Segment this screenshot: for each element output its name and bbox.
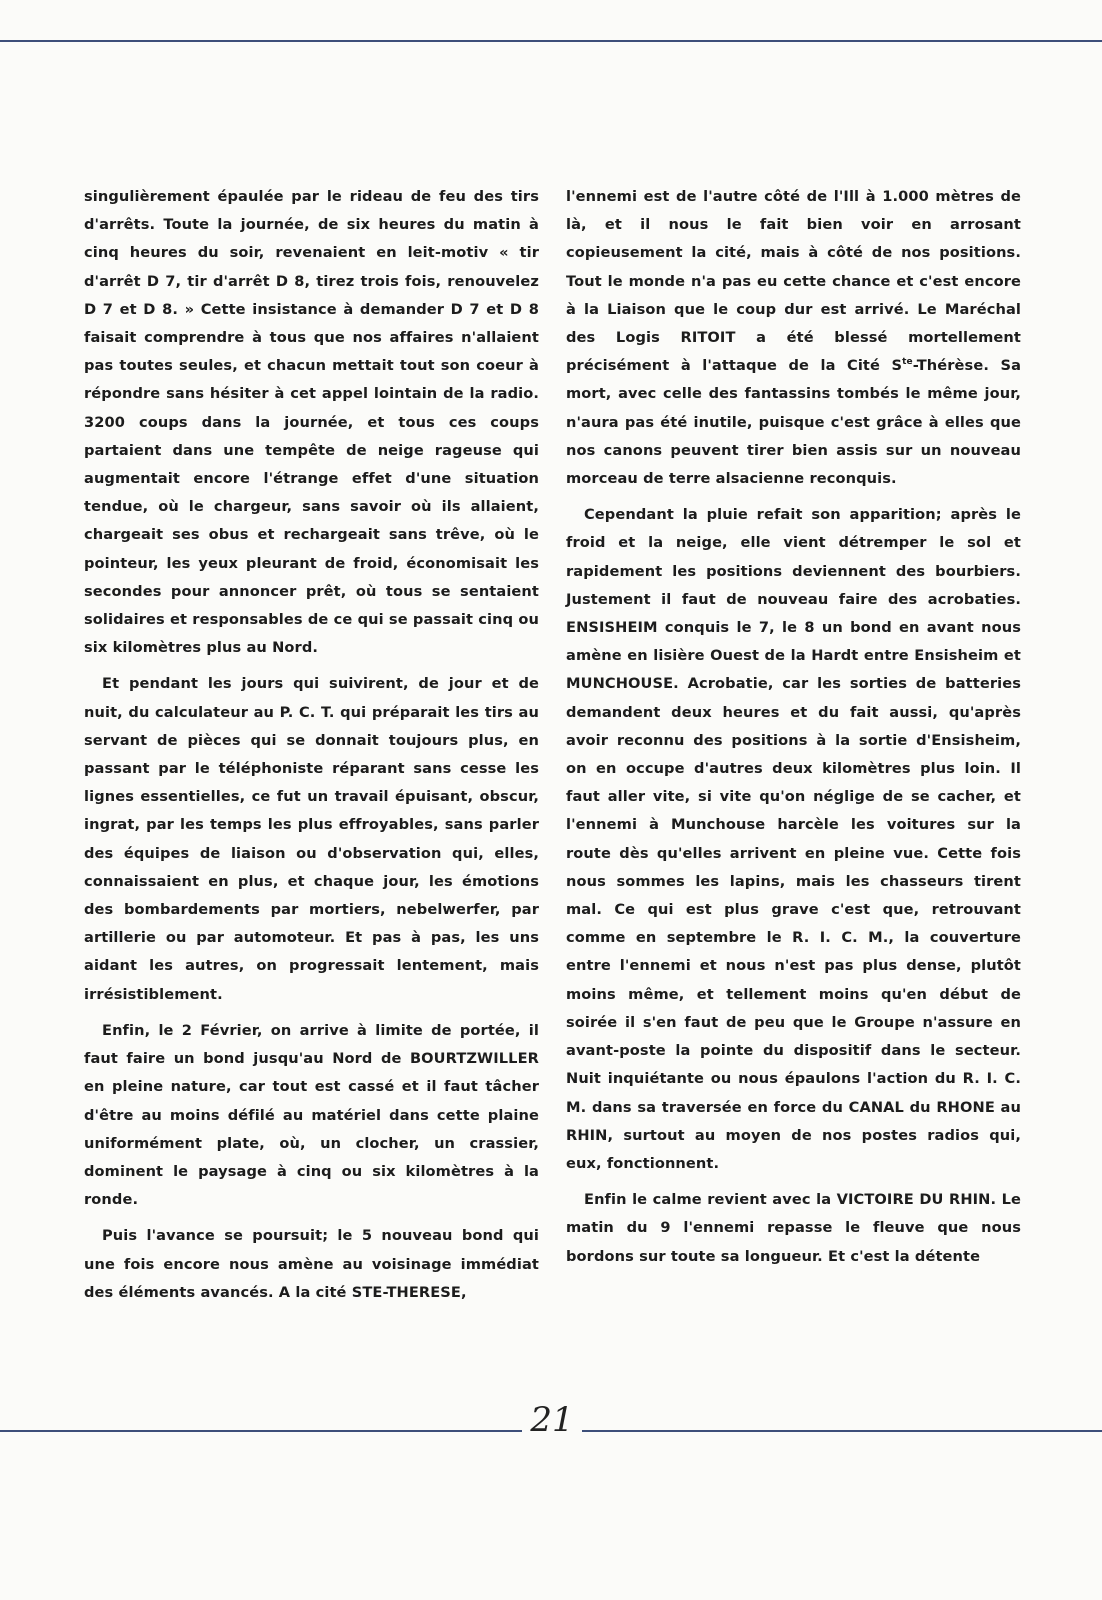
paragraph-7: Enfin le calme revient avec la VICTOIRE DU RHIN. Le matin du 9 l'ennemi repasse le fleuve que nous bordons sur toute sa longueur. Et c'est la détente — [566, 1191, 1021, 1265]
paragraph-5-part-1: l'ennemi est de l'autre côté de l'Ill à 1.000 mètres de là, et il nous le fait bien voir en arrosant copieusement la cité, mais à côté de nos positions. Tout le monde n'a pas eu cette chance et c'est encore à la Liaison que le coup dur est arrivé. Le Maréchal des Logis RITOIT a été blessé mortellement précisément à l'attaque de la Cité S — [566, 188, 1021, 375]
page-number: 21 — [530, 1400, 574, 1440]
paragraph-5-part-2: -Thérèse. Sa mort, avec celle des fantassins tombés le même jour, n'aura pas été inutile, puisque c'est grâce à elles que nos canons peuvent tirer bien assis sur un nouveau morceau de terre alsacienne reconquis. — [566, 357, 1022, 488]
paragraph-3: Enfin, le 2 Février, on arrive à limite de portée, il faut faire un bond jusqu'au Nord de BOURTZWILLER en pleine nature, car tout est cassé et il faut tâcher d'être au moins défilé au matériel dans cette plaine uniformément plate, où, un clocher, un crassier, dominent le paysage à cinq ou six kilomètres à la ronde. — [84, 1021, 539, 1209]
paragraph-2: Et pendant les jours qui suivirent, de jour et de nuit, du calculateur au P. C. T. qui préparait les tirs au servant de pièces qui se donnait toujours plus, en passant par le téléphoniste réparant sans cesse les lignes essentielles, ce fut un travail épuisant, obscur, ingrat, par les temps les plus effroyables, sans parler des équipes de liaison ou d'observation qui, elles, connaissaient en plus, et chaque jour, les émotions des bombardements par mortiers, nebelwerfer, par artillerie ou par automoteur. Et pas à pas, les uns aidant les autres, on progressait lentement, mais irrésistiblement. — [84, 675, 539, 1003]
bottom-rule-right — [582, 1430, 1102, 1432]
superscript-te: te — [902, 357, 913, 368]
paragraph-6: Cependant la pluie refait son apparition; après le froid et la neige, elle vient détremper le sol et rapidement les positions deviennent des bourbiers. Justement il faut de nouveau faire des acrobaties. ENSISHEIM conquis le 7, le 8 un bond en avant nous amène en lisière Ouest de la Hardt entre Ensisheim et MUNCHOUSE. Acrobatie, car les sorties de batteries demandent deux heures et du fait aussi, qu'après avoir reconnu des positions à la sortie d'Ensisheim, on en occupe d'autres deux kilomètres plus loin. Il faut aller vite, si vite qu'on néglige de se cacher, et l'ennemi à Munchouse harcèle les voitures sur la route dès qu'elles arrivent en pleine vue. Cette fois nous sommes les lapins, mais les chasseurs tirent mal. Ce qui est plus grave c'est que, retrouvant comme en septembre le R. I. C. M., la couverture entre l'ennemi et nous n'est pas plus dense, plutôt moins même, et tellement moins qu'en début de soirée il s'en faut de peu que le Groupe n'assure en avant-poste la pointe du dispositif dans le secteur. Nuit inquiétante ou nous épaulons l'action du R. I. C. M. dans sa traversée en force du CANAL du RHONE au RHIN, surtout au moyen de nos postes radios qui, eux, fonctionnent. — [566, 506, 1021, 1172]
bottom-rule-left — [0, 1430, 522, 1432]
paragraph-5 — [566, 183, 1021, 493]
top-rule — [0, 40, 1102, 42]
paragraph-1: singulièrement épaulée par le rideau de feu des tirs d'arrêts. Toute la journée, de six heures du matin à cinq heures du soir, revenaient en leit-motiv « tir d'arrêt D 7, tir d'arrêt D 8, tirez trois fois, renouvelez D 7 et D 8. » Cette insistance à demander D 7 et D 8 faisait comprendre à tous que nos affaires n'allaient pas toutes seules, et chacun mettait tout son coeur à répondre sans hésiter à cet appel lointain de la radio. 3200 coups dans la journée, et tous ces coups partaient dans une tempête de neige rageuse qui augmentait encore l'étrange effet d'une situation tendue, où le chargeur, sans savoir où ils allaient, chargeait ses obus et rechargeait sans trêve, où le pointeur, les yeux pleurant de froid, économisait les secondes pour annoncer prêt, où tous se sentaient solidaires et responsables de ce qui se passait cinq ou six kilomètres plus au Nord. — [84, 188, 539, 657]
left-column — [84, 183, 539, 1315]
paragraph-4: Puis l'avance se poursuit; le 5 nouveau bond qui une fois encore nous amène au voisinage immédiat des éléments avancés. A la cité STE-THERESE, — [84, 1227, 539, 1301]
right-column — [566, 183, 1021, 1279]
